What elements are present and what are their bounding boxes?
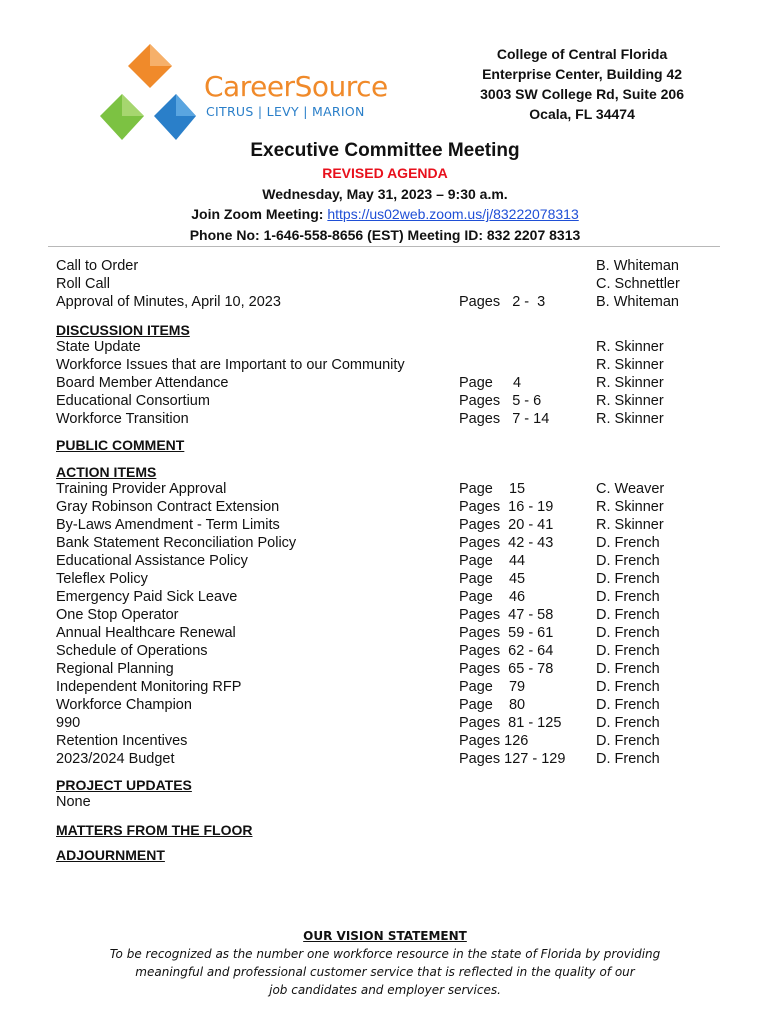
agenda-item-title: Teleflex Policy (56, 571, 148, 587)
agenda-row (0, 357, 770, 375)
agenda-item-title: Retention Incentives (56, 733, 188, 749)
agenda-item-presenter: R. Skinner (596, 339, 664, 355)
agenda-row (0, 393, 770, 411)
agenda-item-title: State Update (56, 339, 141, 355)
agenda-item-pages: Pages 2 - 3 (459, 294, 546, 310)
agenda-item-title: By-Laws Amendment - Term Limits (56, 517, 280, 533)
agenda-row (0, 794, 770, 812)
section-heading-matters: MATTERS FROM THE FLOOR (56, 822, 253, 838)
meeting-date: Wednesday, May 31, 2023 – 9:30 a.m. (262, 186, 508, 202)
agenda-row (0, 517, 770, 535)
agenda-item-pages: Pages 42 - 43 (459, 535, 554, 551)
agenda-item-presenter: D. French (596, 697, 660, 713)
agenda-item-presenter: R. Skinner (596, 375, 664, 391)
agenda-item-title: Approval of Minutes, April 10, 2023 (56, 294, 281, 310)
agenda-row (0, 751, 770, 769)
section-heading-public-comment: PUBLIC COMMENT (56, 437, 185, 453)
vision-line: meaningful and professional customer service that is reflected in the quality of our (135, 965, 635, 979)
agenda-row (0, 258, 770, 276)
agenda-item-title: Bank Statement Reconciliation Policy (56, 535, 297, 551)
agenda-item-presenter: R. Skinner (596, 393, 664, 409)
agenda-row (0, 276, 770, 294)
agenda-row (0, 607, 770, 625)
agenda-row (0, 697, 770, 715)
agenda-item-title: Training Provider Approval (56, 481, 227, 497)
agenda-row (0, 481, 770, 499)
agenda-item-pages: Pages 126 (459, 733, 529, 749)
agenda-item-title: 990 (56, 715, 81, 731)
project-updates-text: None (56, 794, 91, 810)
revised-agenda-label: REVISED AGENDA (322, 165, 448, 181)
agenda-item-pages: Pages 20 - 41 (459, 517, 554, 533)
agenda-item-presenter: D. French (596, 679, 660, 695)
agenda-item-pages: Pages 59 - 61 (459, 625, 554, 641)
agenda-row (0, 294, 770, 312)
agenda-item-title: Educational Consortium (56, 393, 210, 409)
agenda-item-presenter: R. Skinner (596, 499, 664, 515)
header-divider (48, 246, 720, 247)
agenda-item-pages: Page 15 (459, 481, 526, 497)
agenda-row (0, 733, 770, 751)
logo-brand-text: CareerSource (204, 70, 388, 103)
logo-sub-text: CITRUS | LEVY | MARION (206, 104, 365, 119)
agenda-row (0, 375, 770, 393)
vision-line: job candidates and employer services. (269, 983, 501, 997)
agenda-item-title: Gray Robinson Contract Extension (56, 499, 280, 515)
agenda-item-title: Workforce Champion (56, 697, 192, 713)
vision-line: To be recognized as the number one workforce resource in the state of Florida by providing (109, 947, 661, 961)
agenda-item-pages: Pages 47 - 58 (459, 607, 554, 623)
section-heading-discussion: DISCUSSION ITEMS (56, 322, 190, 338)
agenda-item-pages: Pages 62 - 64 (459, 643, 554, 659)
agenda-item-title: 2023/2024 Budget (56, 751, 175, 767)
agenda-item-presenter: B. Whiteman (596, 258, 679, 274)
vision-heading: OUR VISION STATEMENT (303, 929, 467, 943)
agenda-item-pages: Pages 16 - 19 (459, 499, 554, 515)
agenda-item-title: Roll Call (56, 276, 110, 292)
agenda-item-pages: Page 45 (459, 571, 526, 587)
agenda-item-presenter: C. Weaver (596, 481, 665, 497)
agenda-item-presenter: C. Schnettler (596, 276, 680, 292)
agenda-row (0, 715, 770, 733)
agenda-row (0, 625, 770, 643)
agenda-row (0, 679, 770, 697)
agenda-item-presenter: D. French (596, 751, 660, 767)
agenda-row (0, 589, 770, 607)
agenda-row (0, 661, 770, 679)
agenda-item-pages: Page 4 (459, 375, 522, 391)
agenda-item-presenter: R. Skinner (596, 357, 664, 373)
zoom-label: Join Zoom Meeting: (191, 206, 324, 222)
agenda-item-pages: Pages 65 - 78 (459, 661, 554, 677)
agenda-row (0, 643, 770, 661)
agenda-item-presenter: D. French (596, 733, 660, 749)
agenda-item-presenter: R. Skinner (596, 411, 664, 427)
logo-mark-icon (96, 42, 196, 146)
section-heading-adjournment: ADJOURNMENT (56, 847, 165, 863)
agenda-row (0, 535, 770, 553)
agenda-item-presenter: D. French (596, 553, 660, 569)
agenda-item-pages: Pages 127 - 129 (459, 751, 566, 767)
agenda-item-pages: Page 44 (459, 553, 526, 569)
agenda-row (0, 553, 770, 571)
agenda-item-presenter: D. French (596, 589, 660, 605)
agenda-item-title: Board Member Attendance (56, 375, 229, 391)
agenda-item-pages: Page 46 (459, 589, 526, 605)
agenda-item-pages: Pages 81 - 125 (459, 715, 562, 731)
agenda-item-presenter: R. Skinner (596, 517, 664, 533)
careersource-logo (96, 42, 388, 146)
agenda-item-presenter: D. French (596, 661, 660, 677)
agenda-item-presenter: D. French (596, 625, 660, 641)
agenda-item-title: Workforce Issues that are Important to our Community (56, 357, 405, 373)
agenda-item-presenter: D. French (596, 643, 660, 659)
agenda-row (0, 339, 770, 357)
agenda-item-title: Independent Monitoring RFP (56, 679, 242, 695)
agenda-item-title: One Stop Operator (56, 607, 179, 623)
agenda-item-pages: Pages 7 - 14 (459, 411, 550, 427)
agenda-item-presenter: D. French (596, 607, 660, 623)
address-line: Ocala, FL 34474 (529, 106, 635, 122)
agenda-row (0, 499, 770, 517)
agenda-item-pages: Page 79 (459, 679, 526, 695)
agenda-item-pages: Pages 5 - 6 (459, 393, 542, 409)
agenda-item-presenter: D. French (596, 715, 660, 731)
agenda-item-title: Emergency Paid Sick Leave (56, 589, 238, 605)
agenda-item-presenter: D. French (596, 535, 660, 551)
zoom-line (0, 206, 770, 222)
agenda-item-presenter: B. Whiteman (596, 294, 679, 310)
agenda-item-title: Annual Healthcare Renewal (56, 625, 236, 641)
agenda-item-pages: Page 80 (459, 697, 526, 713)
address-line: College of Central Florida (496, 46, 668, 62)
agenda-item-presenter: D. French (596, 571, 660, 587)
address-line: Enterprise Center, Building 42 (482, 66, 683, 82)
phone-line: Phone No: 1-646-558-8656 (EST) Meeting ID: 832 2207 8313 (189, 227, 581, 243)
agenda-item-title: Schedule of Operations (56, 643, 208, 659)
agenda-row (0, 571, 770, 589)
agenda-item-title: Workforce Transition (56, 411, 189, 427)
section-heading-action: ACTION ITEMS (56, 464, 157, 480)
agenda-item-title: Educational Assistance Policy (56, 553, 248, 569)
section-heading-project-updates: PROJECT UPDATES (56, 777, 192, 793)
agenda-item-title: Regional Planning (56, 661, 174, 677)
address-line: 3003 SW College Rd, Suite 206 (480, 86, 684, 102)
page-title: Executive Committee Meeting (250, 140, 520, 161)
zoom-link[interactable]: https://us02web.zoom.us/j/83222078313 (327, 206, 579, 222)
address-block (480, 44, 684, 124)
agenda-row (0, 411, 770, 429)
agenda-item-title: Call to Order (56, 258, 139, 274)
